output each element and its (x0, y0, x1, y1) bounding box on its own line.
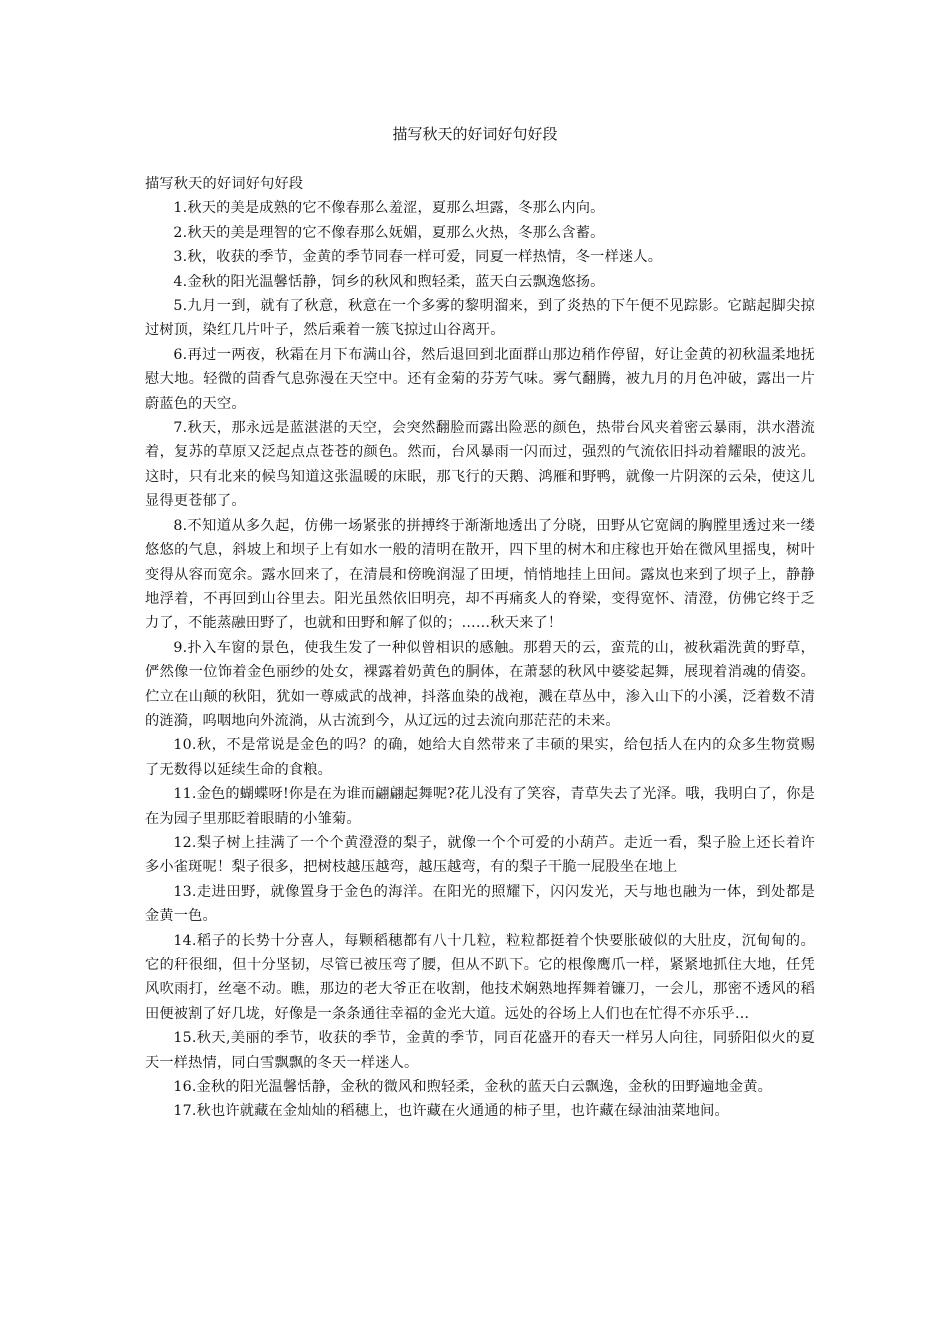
paragraph: 4.金秋的阳光温馨恬静，饲乡的秋风和煦轻柔，蓝天白云飘逸悠扬。 (173, 273, 605, 290)
paragraph: 15.秋天,美丽的季节，收获的季节，金黄的季节，同百花盛开的春天一样另人向往，同骄阳似火的夏天一样热情，同白雪飘飘的冬天一样迷人。 (145, 1030, 815, 1071)
paragraph: 10.秋，不是常说是金色的吗？的确，她给大自然带来了丰硕的果实，给包括人在内的众多生物赏赐了无数得以延续生命的食粮。 (145, 737, 815, 778)
paragraph: 13.走进田野，就像置身于金色的海洋。在阳光的照耀下，闪闪发光，天与地也融为一体，到处都是金黄一色。 (145, 883, 815, 925)
document-body (145, 172, 815, 1124)
paragraph: 7.秋天，那永远是蓝湛湛的天空，会突然翻脸而露出险恶的颜色，热带台风夹着密云暴雨，洪水潜流着，复苏的草原又泛起点点苍苍的颜色。然而，台风暴雨一闪而过，强烈的气流依旧抖动着耀眼的波光。这时，只有北来的候鸟知道这张温暖的床眠，那飞行的天鹅、鸿雁和野鸭，就像一片阴深的云朵，使这儿显得更苍郁了。 (145, 420, 815, 510)
paragraph: 1.秋天的美是成熟的它不像春那么羞涩，夏那么坦露，冬那么内向。 (173, 200, 605, 217)
paragraph: 14.稻子的长势十分喜人，每颗稻穗都有八十几粒，粒粒都挺着个快要胀破似的大肚皮，沉甸甸的。它的秆很细，但十分坚韧，尽管已被压弯了腰，但从不趴下。它的根像鹰爪一样，紧紧地抓住大地，任凭风吹雨打，丝毫不动。瞧，那边的老大爷正在收割，他技术娴熟地挥舞着镰刀，一会儿，那密不透风的稻田便被割了好几垅，好像是一条条通往幸福的金光大道。远处的谷场上人们也在忙得不亦乐乎… (145, 932, 815, 1022)
paragraph: 3.秋，收获的季节，金黄的季节同春一样可爱，同夏一样热情，冬一样迷人。 (173, 249, 663, 266)
paragraph: 6.再过一两夜，秋霜在月下布满山谷，然后退回到北面群山那边稍作停留，好让金黄的初秋温柔地抚慰大地。轻微的茴香气息弥漫在天空中。还有金菊的芬芳气味。雾气翻腾，被九月的月色冲破，露出一片蔚蓝色的天空。 (145, 346, 815, 412)
document-subtitle: 描写秋天的好词好句好段 (145, 176, 304, 192)
paragraph: 11.金色的蝴蝶呀!你是在为谁而翩翩起舞呢?花儿没有了笑容，青草失去了光泽。哦，我明白了，你是在为园子里那眨着眼睛的小雏菊。 (145, 786, 815, 827)
paragraph: 9.扑入车窗的景色，使我生发了一种似曾相识的感触。那碧天的云，蛮荒的山，被秋霜洗黄的野草，俨然像一位饰着金色丽纱的处女，裸露着奶黄色的胴体，在萧瑟的秋风中婆娑起舞，展现着消魂的倩姿。伫立在山颠的秋阳，犹如一尊威武的战神，抖落血染的战袍，溅在草丛中，渗入山下的小溪，泛着数不清的涟漪，呜咽地向外流淌，从古流到今，从辽远的过去流向那茫茫的未来。 (145, 639, 815, 729)
document-title: 描写秋天的好词好句好段 (392, 125, 558, 143)
paragraph: 2.秋天的美是理智的它不像春那么妩媚，夏那么火热，冬那么含蓄。 (173, 224, 605, 241)
paragraph: 16.金秋的阳光温馨恬静，金秋的微风和煦轻柔，金秋的蓝天白云飘逸，金秋的田野遍地金黄。 (173, 1079, 773, 1096)
paragraph: 17.秋也许就藏在金灿灿的稻穗上，也许藏在火通通的柿子里，也许藏在绿油油菜地间。 (173, 1103, 729, 1120)
paragraph: 8.不知道从多久起，仿佛一场紧张的拼搏终于渐渐地透出了分晓，田野从它宽阔的胸膛里透过来一缕悠悠的气息，斜坡上和坝子上有如水一般的清明在散开，四下里的树木和庄稼也开始在微风里摇曳，树叶变得从容而宽余。露水回来了，在清晨和傍晚润湿了田埂，悄悄地挂上田间。露岚也来到了坝子上，静静地浮着，不再回到山谷里去。阳光虽然依旧明亮，却不再痛炙人的脊梁，变得宽怀、清澄，仿佛它终于乏力了，不能蒸融田野了，也就和田野和解了似的；……秋天来了！ (145, 517, 815, 632)
paragraph: 5.九月一到，就有了秋意，秋意在一个多雾的黎明溜来，到了炎热的下午便不见踪影。它踮起脚尖掠过树顶，染红几片叶子，然后乘着一簇飞掠过山谷离开。 (145, 298, 815, 339)
paragraph: 12.梨子树上挂满了一个个黄澄澄的梨子，就像一个个可爱的小葫芦。走近一看，梨子脸上还长着许多小雀斑呢！梨子很多，把树枝越压越弯，越压越弯，有的梨子干脆一屁股坐在地上 (145, 834, 815, 876)
